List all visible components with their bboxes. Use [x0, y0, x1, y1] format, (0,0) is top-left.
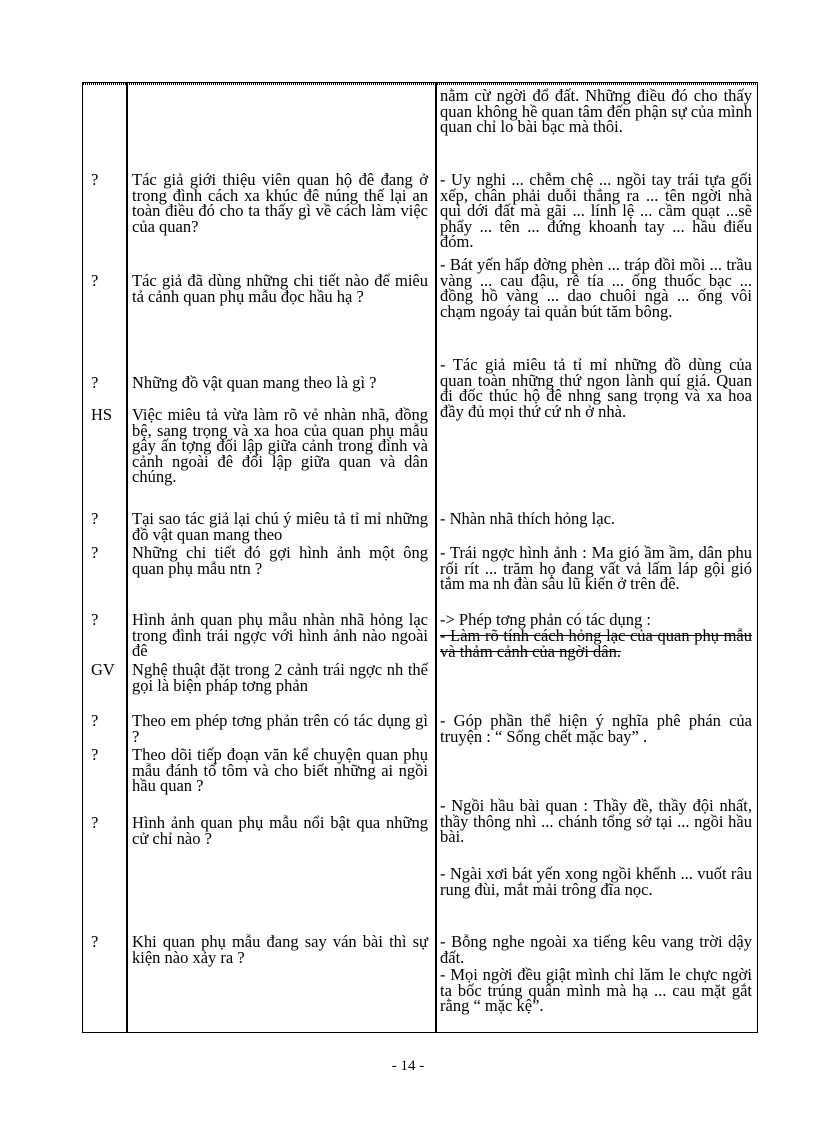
answer-text: - Bỗng nghe ngoài xa tiếng kêu vang trời dậy đất.: [440, 932, 752, 967]
question-text: Việc miêu tả vừa làm rõ vẻ nhàn nhã, đồng bệ, sang trọng và xa hoa của quan phụ mẫu gây ấn tợng đối lập giữa cảnh trong đình và cảnh ngoài đê đối lập giữa quan và dân chúng.: [132, 405, 428, 486]
answer-text: - Mọi ngời đều giật mình chỉ lăm le chực ngời ta bốc trúng quân mình mà hạ ... cau mặt gắt rằng “ mặc kệ”.: [440, 965, 752, 1015]
question-text: Theo dõi tiếp đoạn văn kể chuyện quan phụ mẫu đánh tổ tôm và cho biết những ai ngồi hầu quan ?: [132, 745, 428, 795]
row-mark: ?: [91, 271, 99, 290]
row-mark: ?: [91, 813, 99, 832]
answer-text: - Góp phần thể hiện ý nghĩa phê phán của truyện : “ Sống chết mặc bay” .: [440, 711, 752, 746]
row-mark: HS: [91, 405, 113, 424]
row-mark: ?: [91, 509, 99, 528]
column-divider-2: [435, 83, 437, 1032]
row-mark: ?: [91, 745, 99, 764]
answer-text: - Uy nghi ... chễm chệ ... ngồi tay trái tựa gối xếp, chân phải duỗi thẳng ra ... tên ngời nhà quì dới đất mà gãi ... lính lệ ... cầm quạt ...sẽ phẩy ... tên ... đứng khoanh tay ... hầu điếu đóm.: [440, 170, 752, 251]
answer-text: - Bát yến hấp đờng phèn ... tráp đồi mồi ... trầu vàng ... cau đậu, rễ tía ... ống thuốc bạc ... đồng hồ vàng ... dao chuôi ngà ... ống vôi chạm ngoáy tai quản bút tăm bông.: [440, 255, 752, 321]
question-text: Theo em phép tơng phản trên có tác dụng gì ?: [132, 711, 428, 746]
row-mark: ?: [91, 543, 99, 562]
question-text: Tại sao tác giả lại chú ý miêu tả tỉ mỉ những đồ vật quan mang theo: [132, 509, 428, 544]
answer-text: - Trái ngợc hình ảnh : Ma gió ầm ầm, dân phu rối rít ... trăm họ đang vất vả lấm láp gội gió tắm ma nh đàn sâu lũ kiến ở trên đê.: [440, 543, 752, 593]
answer-text: - Tác giả miêu tả tỉ mỉ những đồ dùng của quan toàn những thứ ngon lành quí giá. Quan đi đốc thúc hộ đê nhng sang trọng và xa hoa đầy đủ mọi thứ cứ nh ở nhà.: [440, 355, 752, 421]
answer-text: nằm cừ ngời đổ đất. Những điều đó cho thấy quan không hề quan tâm đến phận sự của mình quan chỉ lo bài bạc mà thôi.: [440, 86, 752, 136]
answer-text: - Nhàn nhã thích hỏng lạc.: [440, 509, 616, 528]
question-text: Nghệ thuật đặt trong 2 cảnh trái ngợc nh thế gọi là biện pháp tơng phản: [132, 660, 428, 695]
answer-text: -> Phép tơng phản có tác dụng :: [440, 610, 651, 629]
question-text: Những đồ vật quan mang theo là gì ?: [132, 373, 377, 392]
question-text: Khi quan phụ mẫu đang say ván bài thì sự kiện nào xảy ra ?: [132, 932, 428, 967]
answer-text: - Ngài xơi bát yến xong ngồi khểnh ... vuốt râu rung đùi, mắt mải trông đĩa nọc.: [440, 864, 752, 899]
answer-text: - Ngồi hầu bài quan : Thầy đề, thầy đội nhất, thầy thông nhì ... chánh tổng sở tại ... ngồi hầu bài.: [440, 796, 752, 846]
row-mark: ?: [91, 711, 99, 730]
page-number: - 14 -: [391, 1058, 425, 1074]
question-text: Tác giả giới thiệu viên quan hộ đê đang ở trong đình cách xa khúc đê núng thế lại an toàn điều đó cho ta thấy gì về cách làm việc của quan?: [132, 170, 428, 236]
row-mark: ?: [91, 610, 99, 629]
row-mark: GV: [91, 660, 115, 679]
row-mark: ?: [91, 170, 99, 189]
row-mark: ?: [91, 373, 99, 392]
question-text: Những chi tiết đó gợi hình ảnh một ông quan phụ mẫu ntn ?: [132, 543, 428, 578]
column-divider-1: [126, 83, 128, 1032]
question-text: Hình ảnh quan phụ mẫu nổi bật qua những cử chỉ nào ?: [132, 813, 428, 848]
question-text: Tác giả đã dùng những chi tiết nào để miêu tả cảnh quan phụ mẫu đọc hầu hạ ?: [132, 271, 428, 306]
question-text: Hình ảnh quan phụ mẫu nhàn nhã hỏng lạc trong đình trái ngợc với hình ảnh nào ngoài đê: [132, 610, 428, 660]
row-mark: ?: [91, 932, 99, 951]
answer-text-struck: - Làm rõ tính cách hỏng lạc của quan phụ mẫu và thảm cảnh của ngời dân.: [440, 626, 752, 661]
